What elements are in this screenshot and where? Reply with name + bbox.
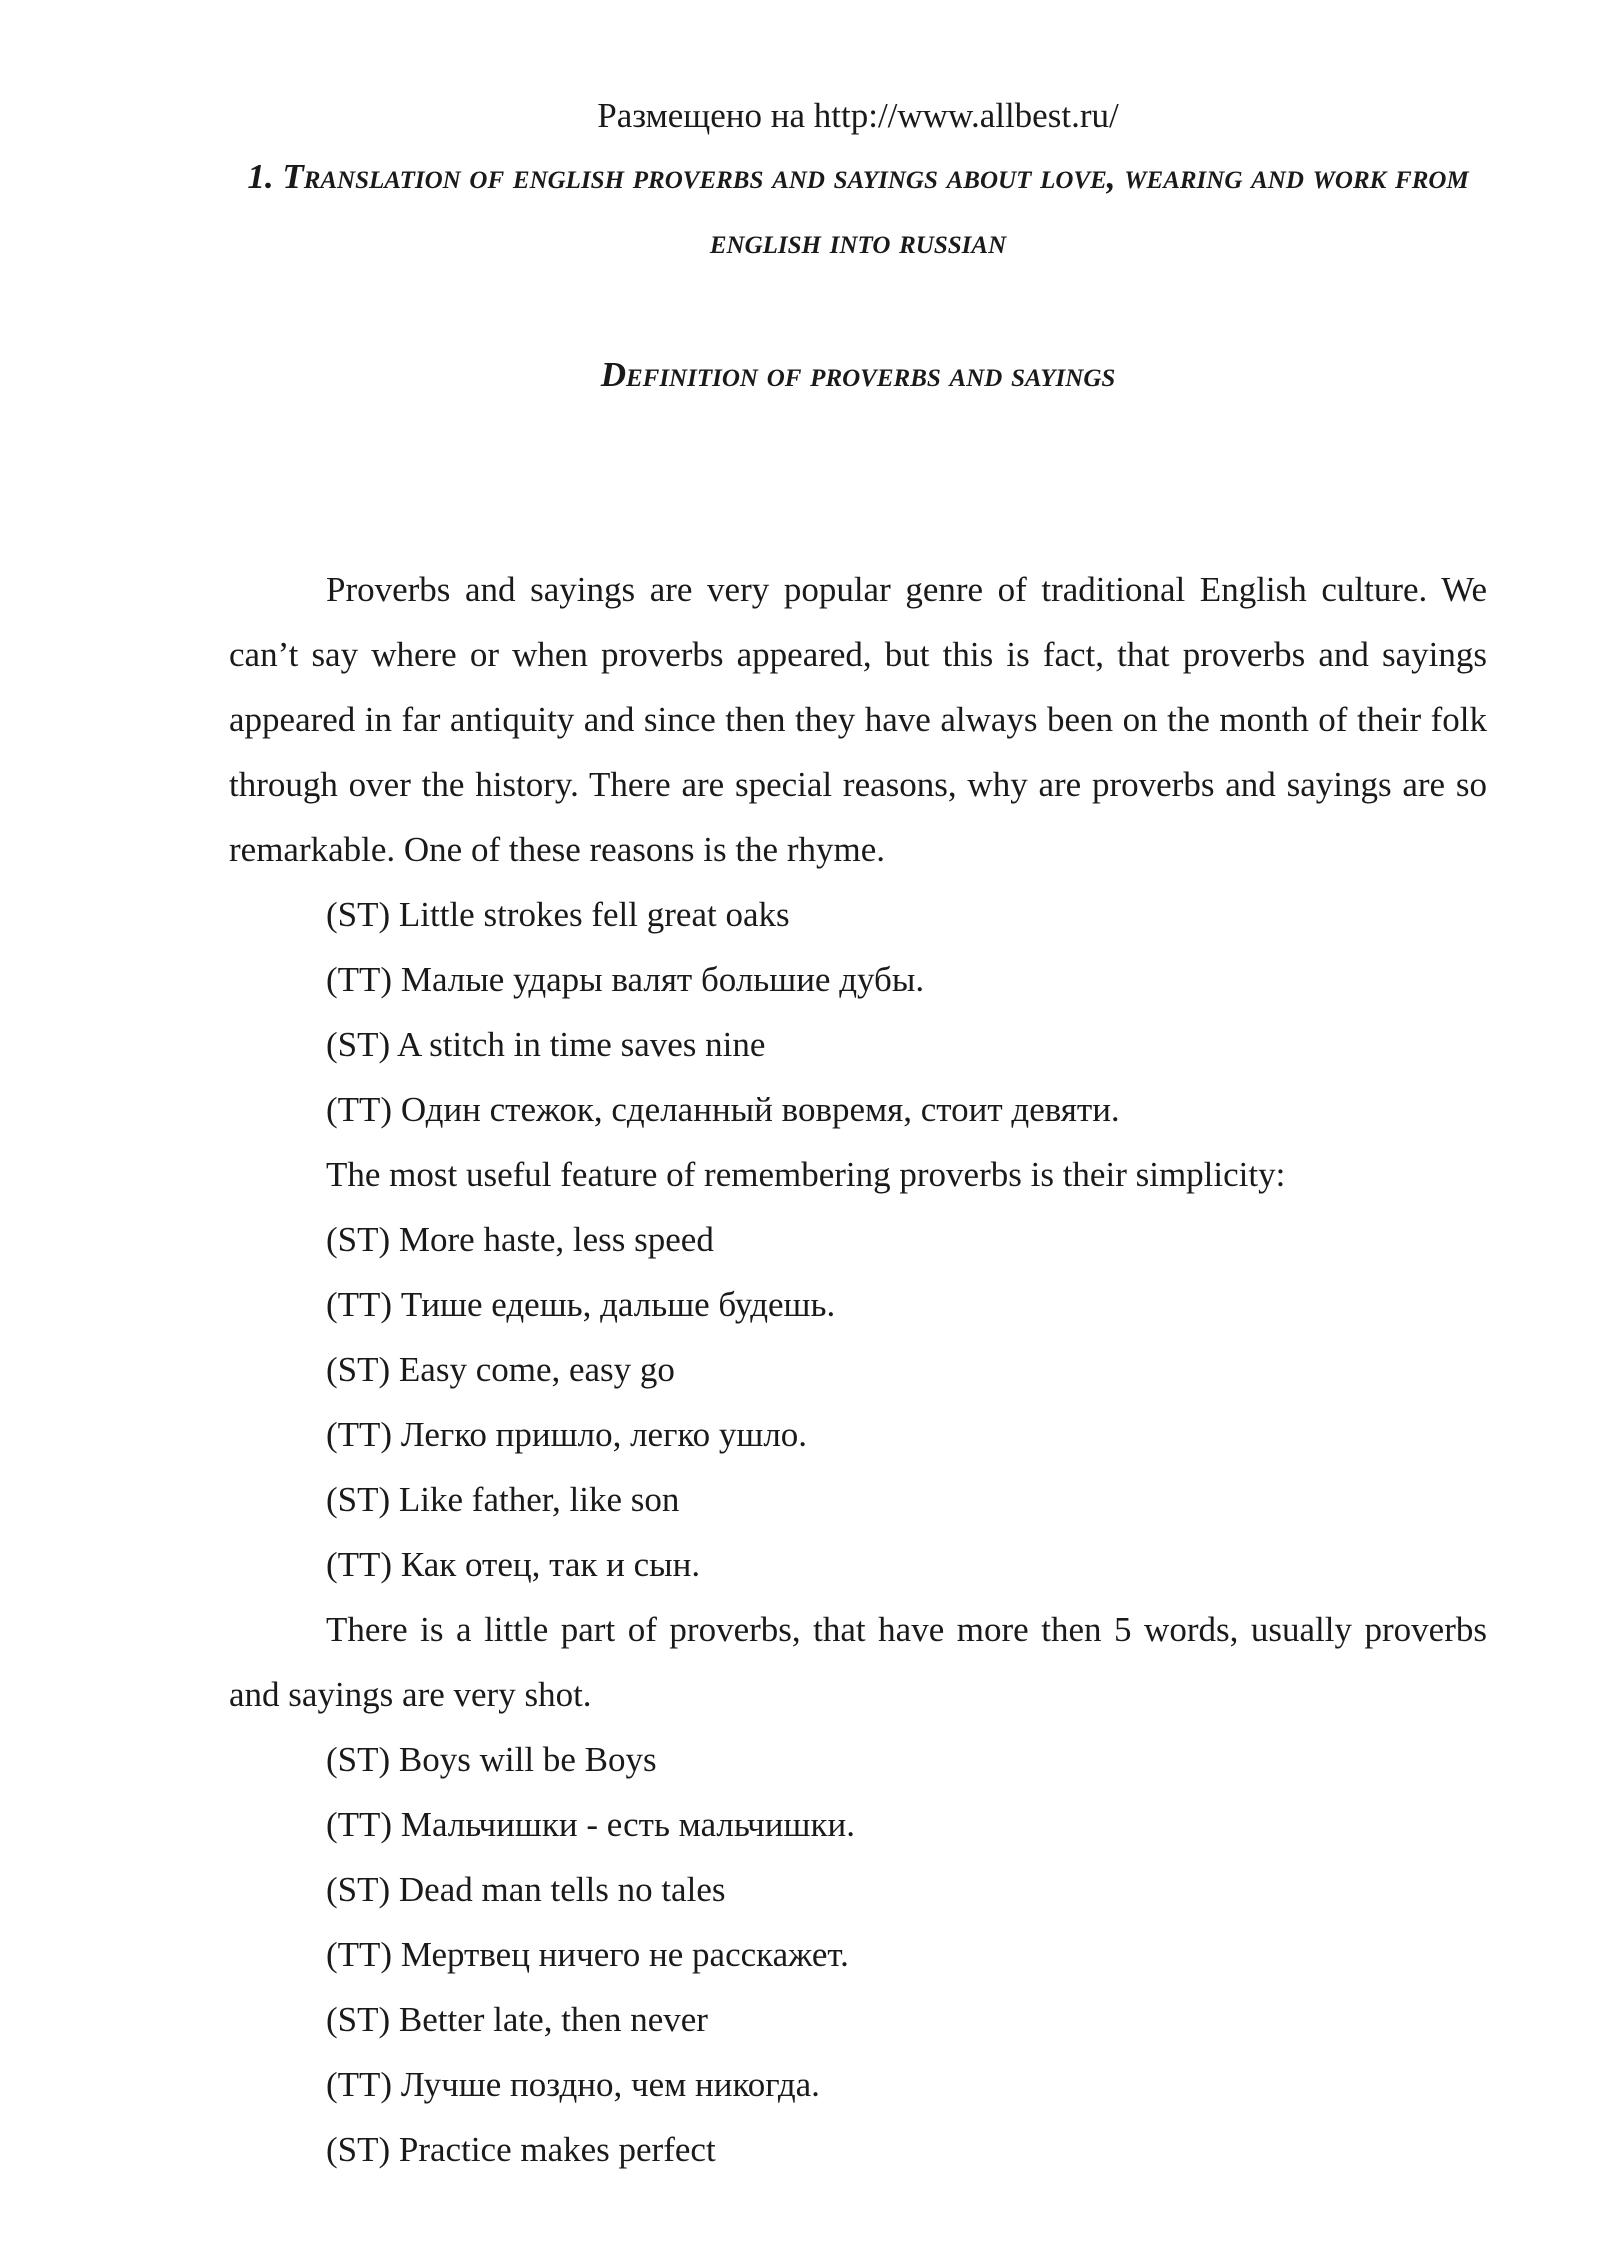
page-content (229, 88, 1487, 2169)
chapter-title: 1. Translation of english proverbs and sayings about love, wearing and work from english into russian (247, 157, 1469, 261)
example-line: (ST) Boys will be Boys (326, 1740, 657, 1779)
section-title: Definition of proverbs and sayings (600, 355, 1116, 394)
example-line: (TT) Малые удары валят большие дубы. (326, 960, 925, 999)
example-line: (ST) Easy come, easy go (326, 1350, 675, 1389)
example-line: (ST) Like father, like son (326, 1480, 680, 1519)
example-line: (TT) Мальчишки - есть мальчишки. (326, 1805, 855, 1844)
paragraph: There is a little part of proverbs, that have more then 5 words, usually proverbs and sayings are very shot. (229, 1610, 1487, 1714)
example-line: (TT) Как отец, так и сын. (326, 1545, 701, 1584)
body-text (229, 557, 1487, 2182)
example-line: (ST) A stitch in time saves nine (326, 1025, 766, 1064)
example-line: (TT) Лучше поздно, чем никогда. (326, 2065, 820, 2104)
hosted-on-header: Размещено на http://www.allbest.ru/ (597, 96, 1119, 135)
example-line: (ST) Practice makes perfect (326, 2130, 716, 2169)
example-line: (ST) Better late, then never (326, 2000, 708, 2039)
example-line: (ST) More haste, less speed (326, 1220, 714, 1259)
paragraph: The most useful feature of remembering proverbs is their simplicity: (326, 1155, 1286, 1194)
example-line: (TT) Один стежок, сделанный вовремя, стоит девяти. (326, 1090, 1120, 1129)
example-line: (ST) Little strokes fell great oaks (326, 895, 790, 934)
example-line: (TT) Легко пришло, легко ушло. (326, 1415, 808, 1454)
paragraph: Proverbs and sayings are very popular genre of traditional English culture. We can’t say where or when proverbs appeared, but this is fact, that proverbs and sayings appeared in far antiquity and since then they have always been on the month of their folk through over the history. There are special reasons, why are proverbs and sayings are so remarkable. One of these reasons is the rhyme. (229, 570, 1487, 869)
example-line: (ST) Dead man tells no tales (326, 1870, 726, 1909)
example-line: (TT) Мертвец ничего не расскажет. (326, 1935, 849, 1974)
example-line: (TT) Тише едешь, дальше будешь. (326, 1285, 836, 1324)
